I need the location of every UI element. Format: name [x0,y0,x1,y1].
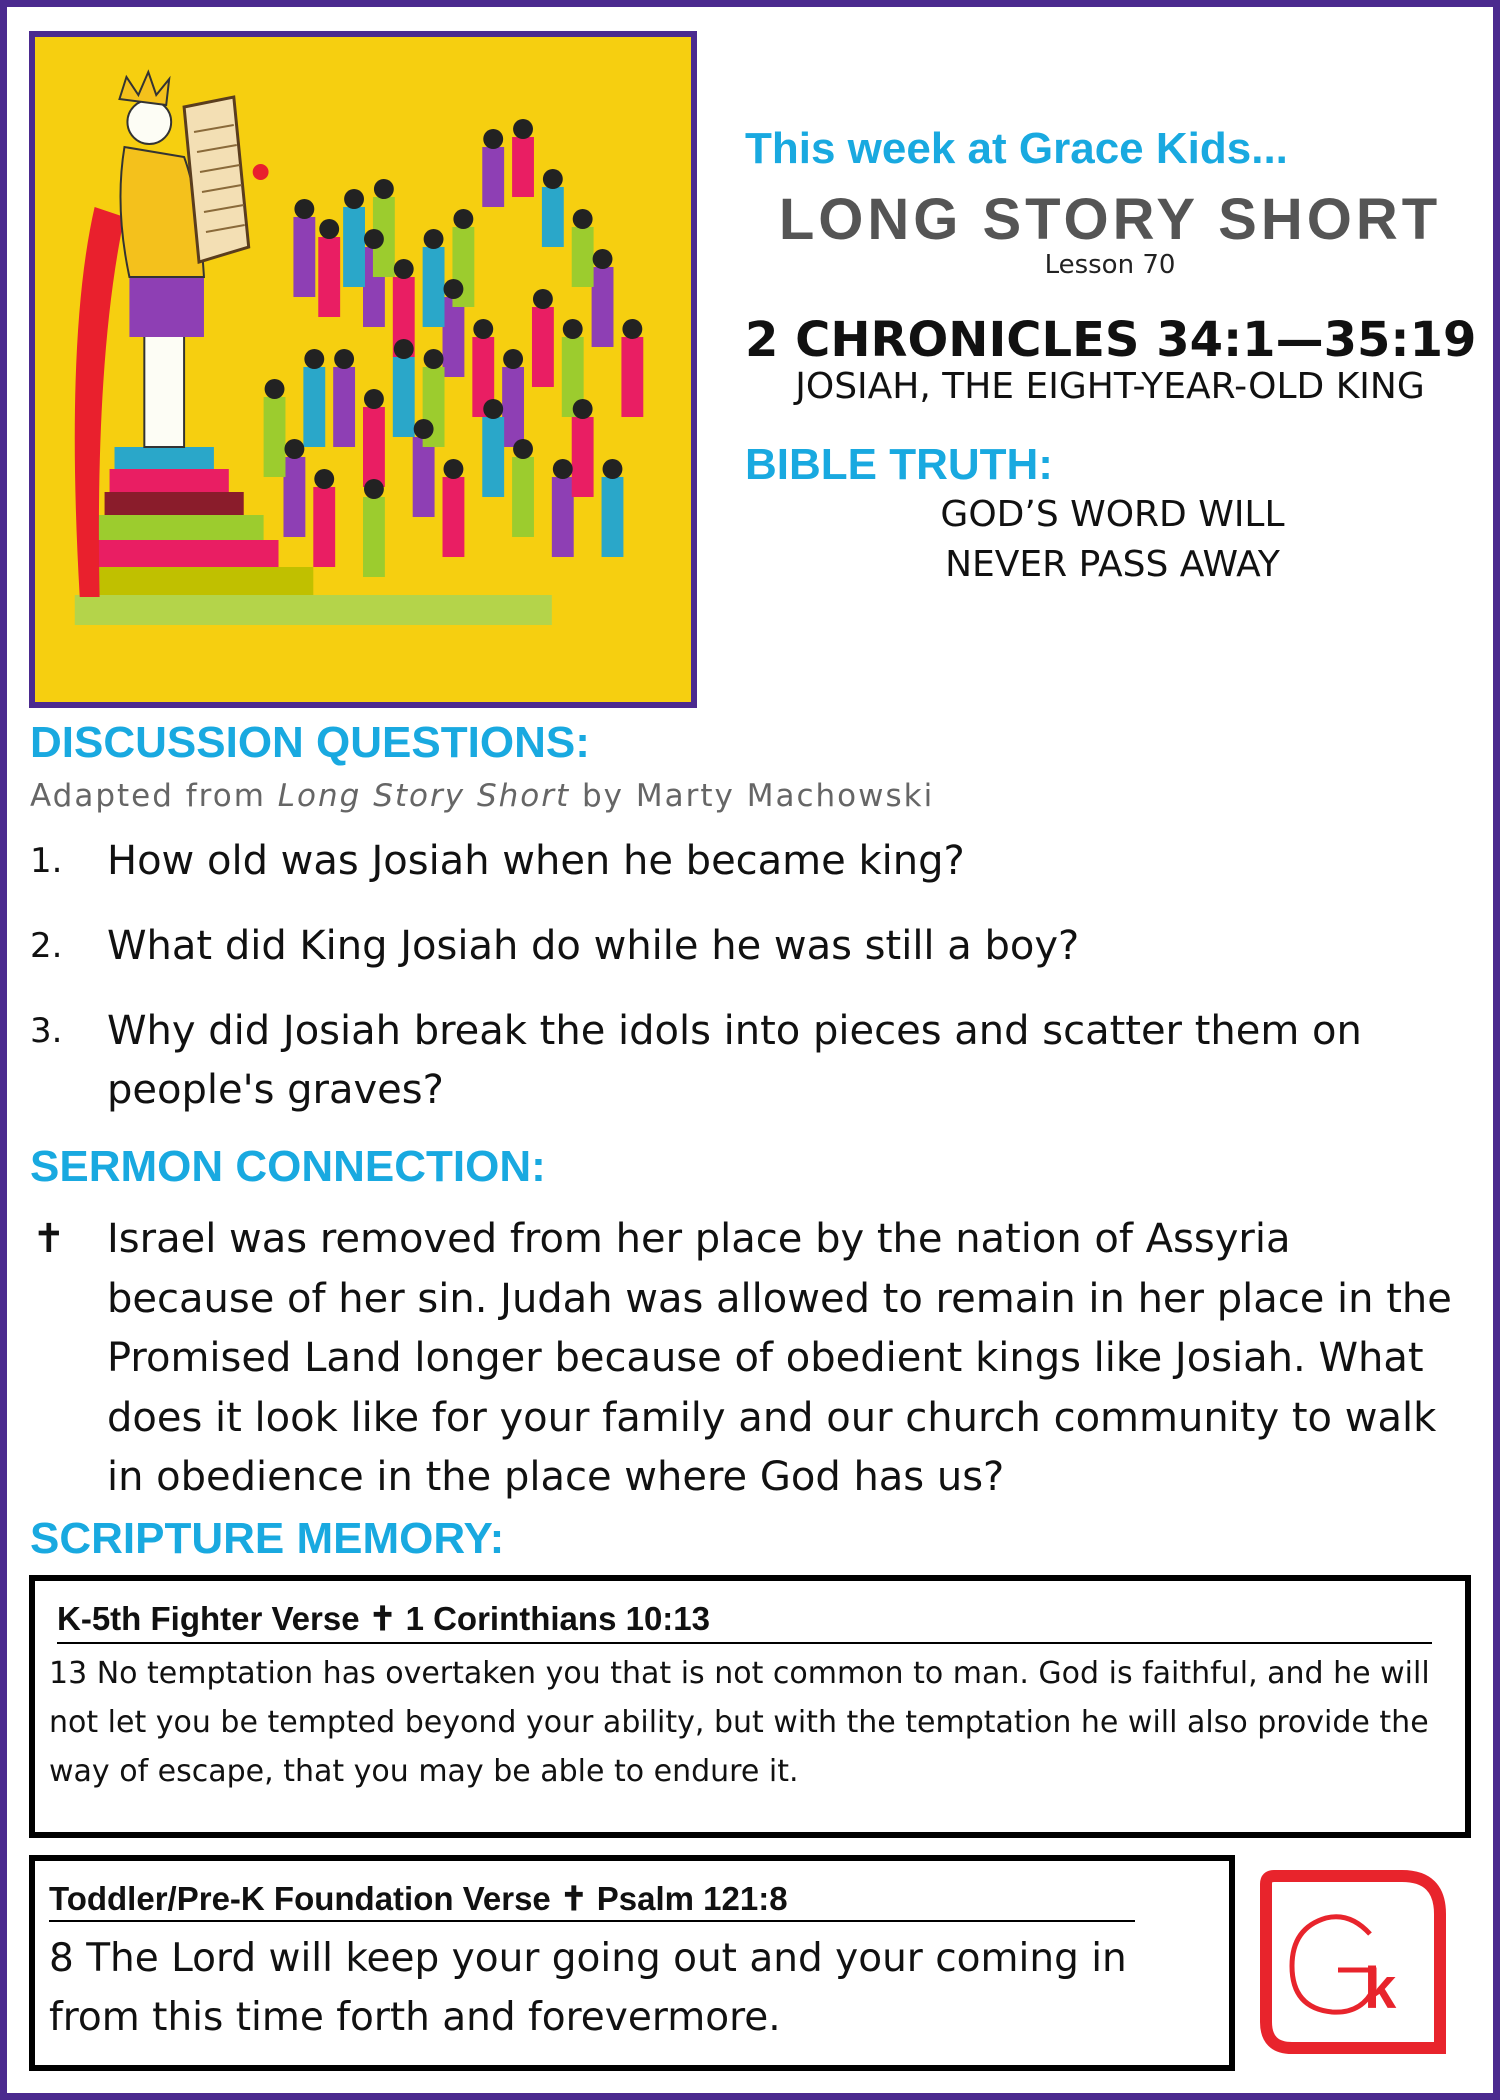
discussion-question-list [30,832,1470,1146]
bible-truth-line-2: NEVER PASS AWAY [945,544,1280,585]
k5-verse-heading: K-5th Fighter Verse ✝ 1 Corinthians 10:13 [57,1599,1432,1644]
series-title: LONG STORY SHORT [778,187,1442,252]
scripture-reference: 2 CHRONICLES 34:1—35:19 [745,312,1477,368]
scripture-memory-heading: SCRIPTURE MEMORY: [30,1514,505,1563]
josiah-reading-scroll-illustration [29,31,697,708]
cross-icon: ✝ [32,1216,66,1262]
sermon-connection-text [30,1210,1470,1508]
adapted-credit [30,778,934,814]
adapted-suffix: by Marty Machowski [570,778,935,814]
book-title: Long Story Short [277,778,571,814]
question-number: 2. [30,926,63,966]
question-number: 3. [30,1011,63,1051]
k5-verse-text: 13 No temptation has overtaken you that is not common to man. God is faithful, and he will not let you be tempted beyond your ability, but with the temptation he will also provide the way of escape, that you may be able to endure it. [49,1656,1430,1789]
toddler-verse-text: 8 The Lord will keep your going out and your coming in from this time forth and forevermore. [49,1936,1127,2040]
intro-line: This week at Grace Kids... [745,124,1288,173]
question-number: 1. [30,841,63,881]
k5-verse-box [29,1575,1471,1838]
toddler-verse-box [29,1855,1235,2071]
toddler-verse-heading: Toddler/Pre-K Foundation Verse ✝ Psalm 121:8 [49,1879,1135,1922]
bible-truth-heading: BIBLE TRUTH: [745,440,1053,489]
question-text: Why did Josiah break the idols into pieces and scatter them on people's graves? [107,1008,1362,1113]
grace-kids-logo-icon [1252,1862,1452,2062]
list-item [30,1002,1470,1120]
sermon-paragraph: Israel was removed from her place by the nation of Assyria because of her sin. Judah was allowed to remain in her place in the Promised Land longer because of obedient kings like Josiah. What does it look like for your family and our church community to walk in obedience in the place where God has us? [107,1216,1452,1500]
discussion-heading: DISCUSSION QUESTIONS: [30,718,590,767]
question-text: How old was Josiah when he became king? [107,838,965,884]
bible-truth-text [840,490,1385,590]
list-item [30,832,1470,891]
lesson-number: Lesson 70 [1044,250,1176,280]
svg-text:k: k [1364,1956,1397,2021]
list-item [30,917,1470,976]
lesson-title: JOSIAH, THE EIGHT-YEAR-OLD KING [795,366,1425,407]
bible-truth-line-1: GOD’S WORD WILL [940,494,1285,535]
question-text: What did King Josiah do while he was still a boy? [107,923,1080,969]
sermon-heading: SERMON CONNECTION: [30,1142,546,1191]
adapted-prefix: Adapted from [30,778,278,814]
